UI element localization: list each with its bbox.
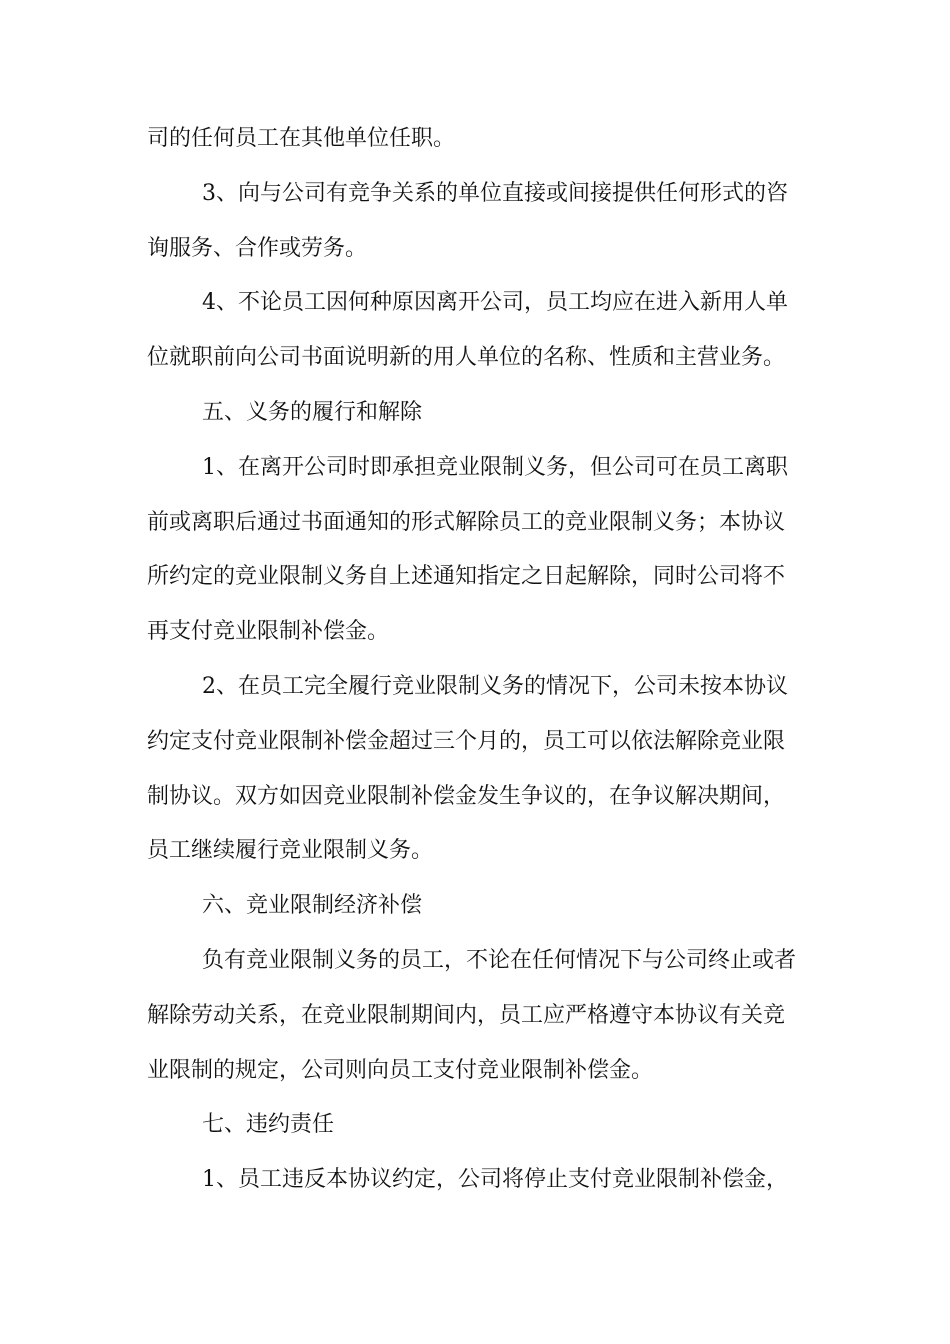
text-line: 业限制的规定，公司则向员工支付竞业限制补偿金。 xyxy=(147,1057,654,1083)
text-line: 3、向与公司有竞争关系的单位直接或间接提供任何形式的咨 xyxy=(202,180,788,206)
text-line: 约定支付竞业限制补偿金超过三个月的，员工可以依法解除竞业限 xyxy=(147,728,786,754)
text-line: 七、违约责任 xyxy=(202,1112,335,1138)
paragraph-section-7-clause-1 xyxy=(147,1153,807,1208)
paragraph-section-5-clause-2 xyxy=(147,660,807,879)
text-line: 解除劳动关系，在竞业限制期间内，员工应严格遵守本协议有关竞 xyxy=(147,1002,786,1028)
paragraph-section-6 xyxy=(147,934,807,1098)
text-line: 1、员工违反本协议约定，公司将停止支付竞业限制补偿金， xyxy=(202,1167,788,1193)
text-line: 2、在员工完全履行竞业限制义务的情况下，公司未按本协议 xyxy=(202,673,788,699)
text-line: 前或离职后通过书面通知的形式解除员工的竞业限制义务；本协议 xyxy=(147,509,786,535)
text-line: 制协议。双方如因竞业限制补偿金发生争议的，在争议解决期间， xyxy=(147,783,786,809)
text-line: 司的任何员工在其他单位任职。 xyxy=(147,126,456,151)
section-heading-5 xyxy=(147,386,807,441)
text-line: 位就职前向公司书面说明新的用人单位的名称、性质和主营业务。 xyxy=(147,345,786,371)
document-body xyxy=(147,112,807,1208)
text-line: 六、竞业限制经济补偿 xyxy=(202,893,423,919)
text-line: 所约定的竞业限制义务自上述通知指定之日起解除，同时公司将不 xyxy=(147,564,786,590)
text-line: 负有竞业限制义务的员工，不论在任何情况下与公司终止或者 xyxy=(202,947,797,973)
text-line: 询服务、合作或劳务。 xyxy=(147,235,368,261)
text-line: 再支付竞业限制补偿金。 xyxy=(147,619,390,645)
paragraph-section-5-clause-1 xyxy=(147,441,807,660)
section-heading-6 xyxy=(147,879,807,934)
text-line: 五、义务的履行和解除 xyxy=(202,399,423,425)
text-line: 4、不论员工因何种原因离开公司，员工均应在进入新用人单 xyxy=(202,290,788,316)
paragraph-continuation xyxy=(147,112,807,167)
paragraph-clause-3 xyxy=(147,167,807,277)
text-line: 员工继续履行竞业限制义务。 xyxy=(147,838,434,864)
text-line: 1、在离开公司时即承担竞业限制义务，但公司可在员工离职 xyxy=(202,454,788,480)
section-heading-7 xyxy=(147,1098,807,1153)
paragraph-clause-4 xyxy=(147,276,807,386)
